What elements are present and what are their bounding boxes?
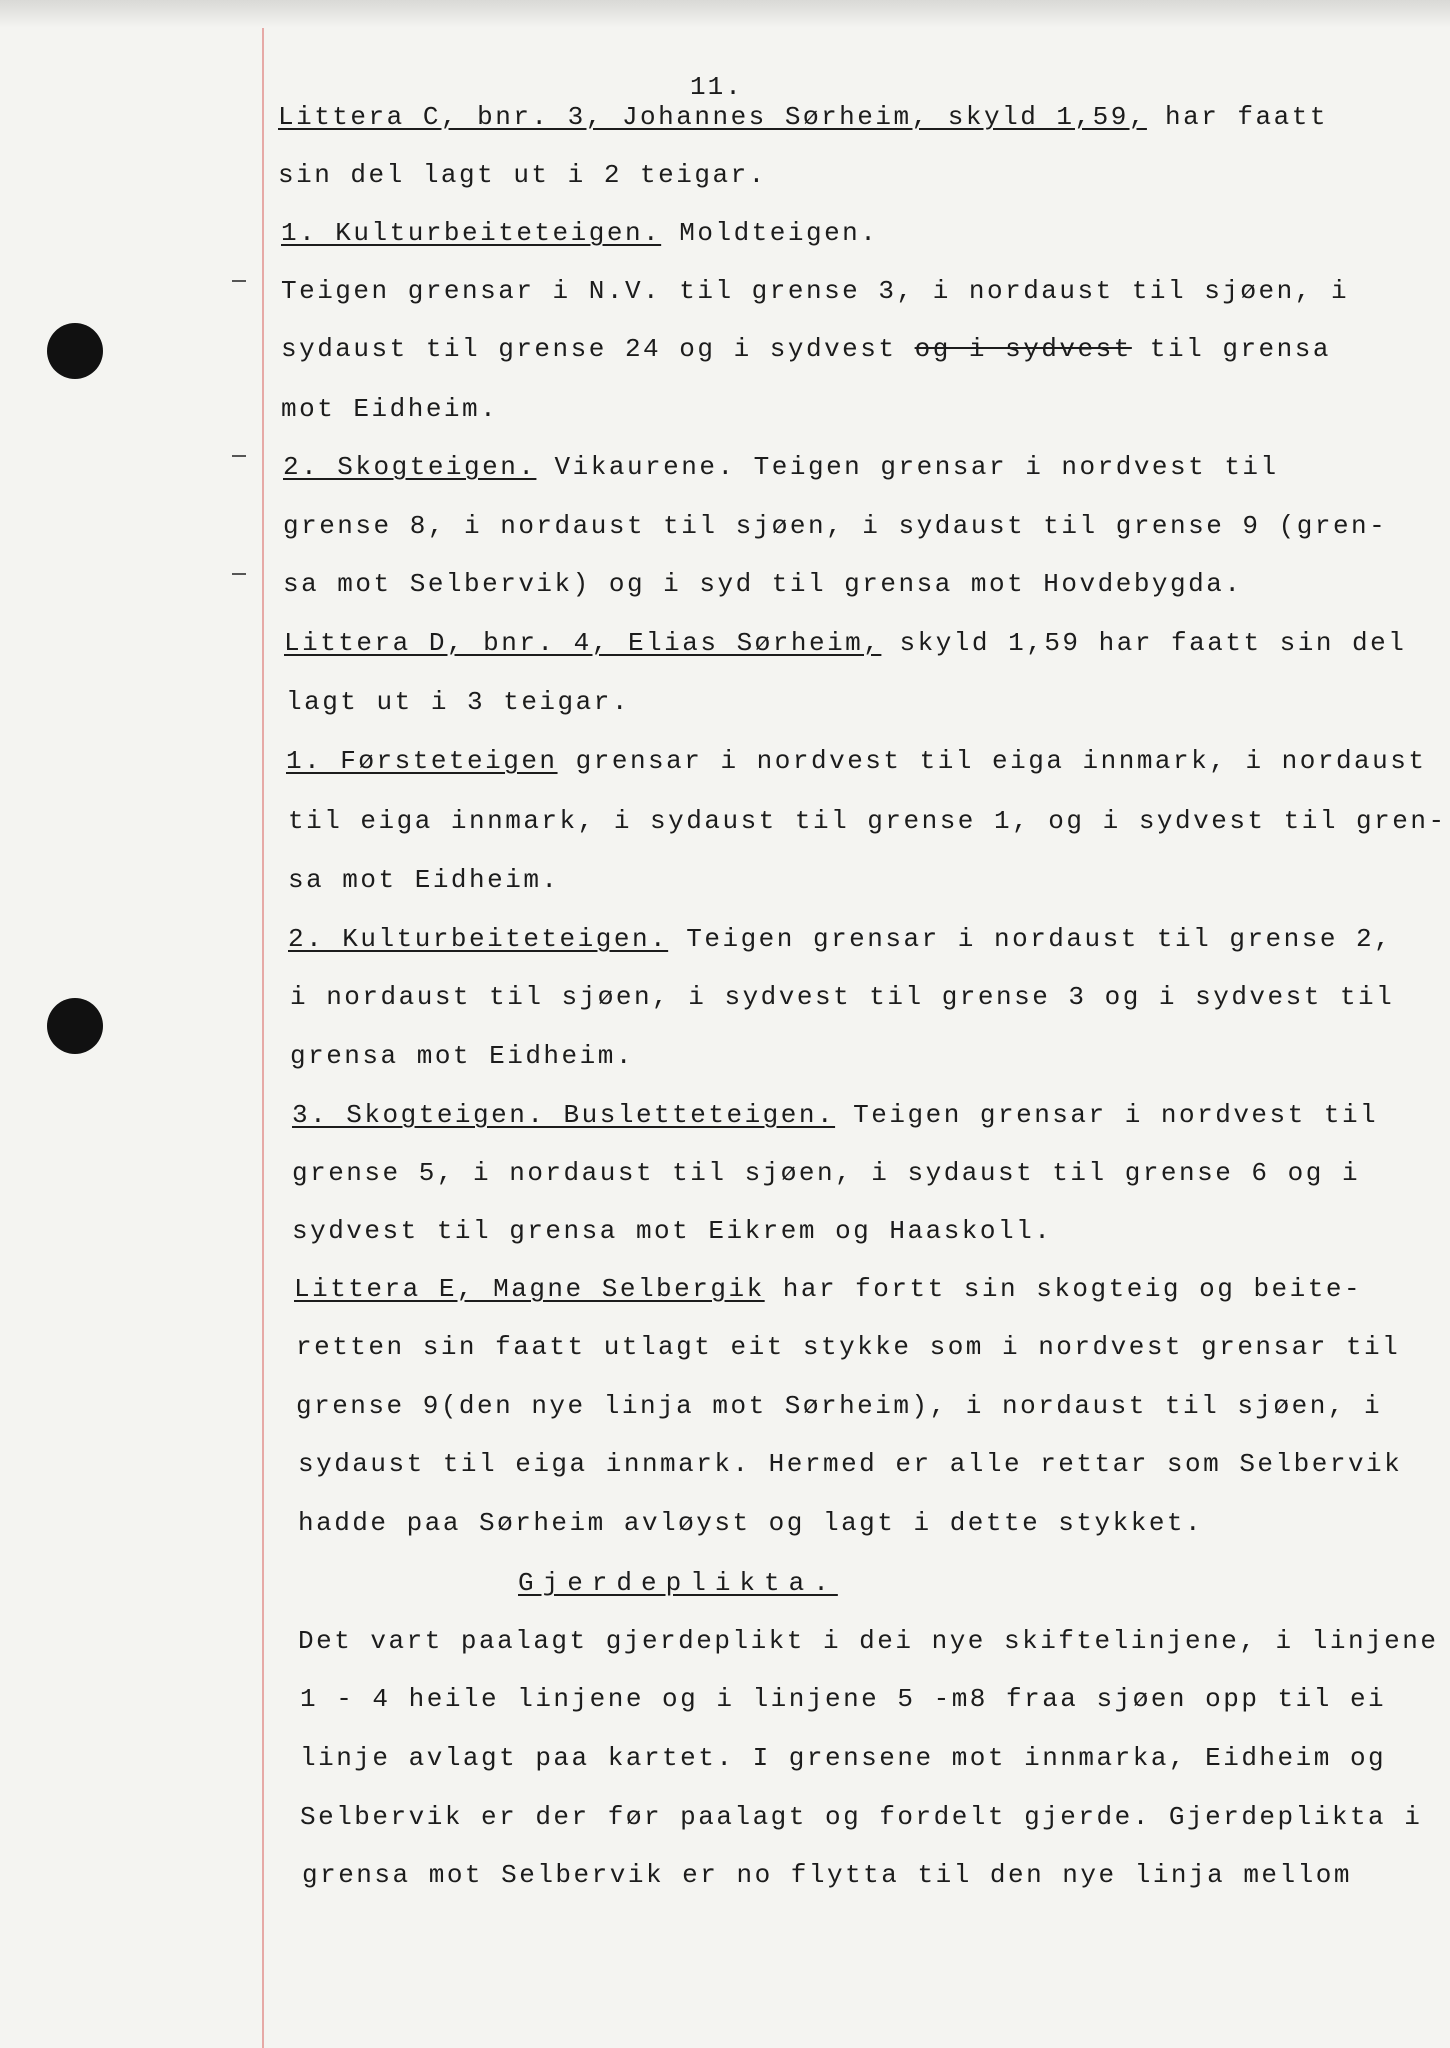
punch-hole [47,998,103,1054]
text-line: grense 9(den nye linja mot Sørheim), i nordaust til sjøen, i [296,1391,1383,1421]
text-line: grense 5, i nordaust til sjøen, i sydaust til grense 6 og i [292,1158,1361,1188]
punch-hole [47,323,103,379]
text-line: hadde paa Sørheim avløyst og lagt i dette stykket. [298,1508,1204,1538]
section-heading: Gjerdeplikta. [518,1568,838,1598]
text-line: 1. Kulturbeiteteigen. Moldteigen. [281,218,879,248]
text-line: 1. Førsteteigen grensar i nordvest til eiga innmark, i nordaust [286,746,1427,776]
margin-tick [232,280,246,282]
text-line: sydaust til grense 24 og i sydvest og i sydvest til grensa [281,334,1331,364]
text-line: grensa mot Eidheim. [290,1041,634,1071]
margin-tick [232,573,246,575]
text-line: sydvest til grensa mot Eikrem og Haaskoll. [292,1216,1053,1246]
text-line: 2. Skogteigen. Vikaurene. Teigen grensar i nordvest til [283,452,1279,482]
text-line: grense 8, i nordaust til sjøen, i sydaust til grense 9 (gren- [283,511,1388,541]
struck-text: og i sydvest [914,334,1132,364]
text-line: Det vart paalagt gjerdeplikt i dei nye skiftelinjene, i linjene [298,1626,1439,1656]
text-line: Teigen grensar i N.V. til grense 3, i nordaust til sjøen, i [281,276,1350,306]
text-line: i nordaust til sjøen, i sydvest til grense 3 og i sydvest til [290,982,1395,1012]
margin-tick [232,455,246,457]
text-line: Littera C, bnr. 3, Johannes Sørheim, skyld 1,59, har faatt [278,102,1328,132]
text-line: sa mot Eidheim. [288,865,560,895]
text-line: lagt ut i 3 teigar. [286,687,630,717]
margin-rule [262,28,264,2048]
text-line: linje avlagt paa kartet. I grensene mot innmarka, Eidheim og [300,1743,1387,1773]
text-line: 1 - 4 heile linjene og i linjene 5 -m8 fraa sjøen opp til ei [300,1684,1387,1714]
text-line: retten sin faatt utlagt eit stykke som i nordvest grensar til [296,1332,1401,1362]
text-line: sa mot Selbervik) og i syd til grensa mot Hovdebygda. [283,569,1243,599]
text-line: 2. Kulturbeiteteigen. Teigen grensar i nordaust til grense 2, [288,924,1393,954]
scan-top-edge [0,0,1450,28]
text-line: 3. Skogteigen. Busletteteigen. Teigen grensar i nordvest til [292,1100,1379,1130]
text-line: mot Eidheim. [281,394,499,424]
text-line: grensa mot Selbervik er no flytta til den nye linja mellom [302,1860,1352,1890]
text-line: Littera E, Magne Selbergik har fortt sin skogteig og beite- [294,1274,1363,1304]
text-line: sydaust til eiga innmark. Hermed er alle rettar som Selbervik [298,1449,1403,1479]
text-line: sin del lagt ut i 2 teigar. [278,160,767,190]
text-line: Selbervik er der før paalagt og fordelt gjerde. Gjerdeplikta i [300,1802,1423,1832]
text-line: til eiga innmark, i sydaust til grense 1, og i sydvest til gren- [288,806,1447,836]
text-line: Littera D, bnr. 4, Elias Sørheim, skyld 1,59 har faatt sin del [284,628,1407,658]
page-number: 11. [690,72,743,102]
